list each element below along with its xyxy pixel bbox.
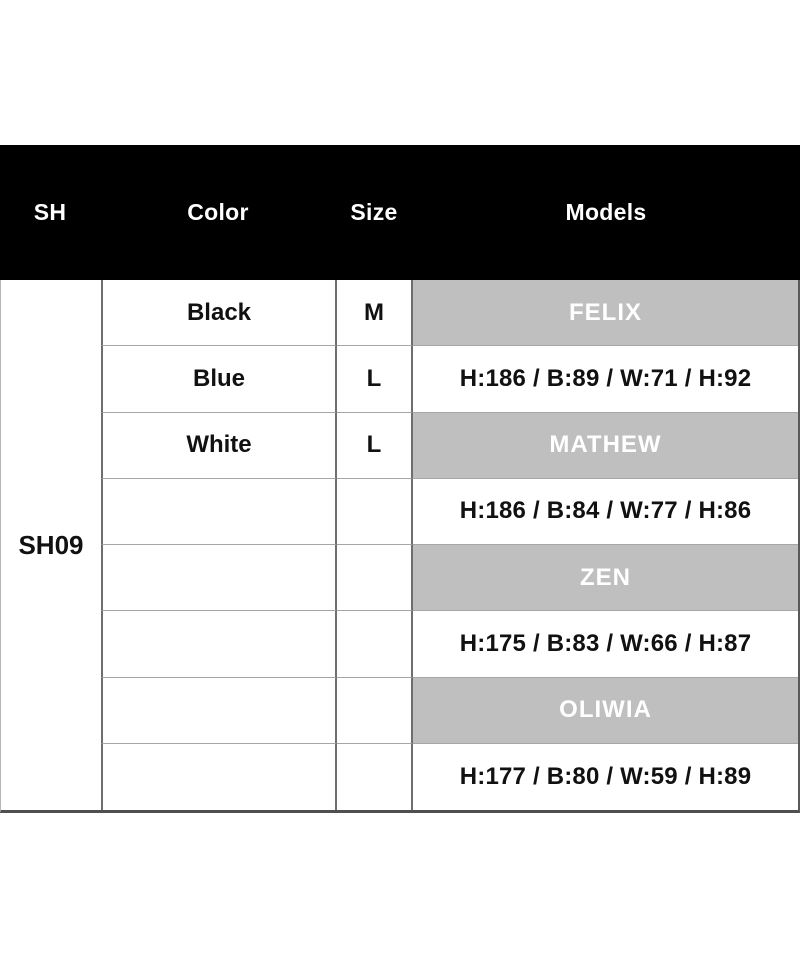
model-name-cell: MATHEW [413,413,798,479]
table-header-row [0,145,800,280]
color-cell: White [101,413,337,479]
color-cell [101,479,337,545]
header-cell-models: Models [565,199,647,225]
size-cell [337,678,413,744]
table-body [0,280,800,813]
size-cell [337,611,413,677]
size-cell [337,545,413,611]
size-cell: L [337,346,413,412]
measurements-cell: H:186 / B:84 / W:77 / H:86 [413,479,798,545]
size-cell [337,479,413,545]
color-cell [101,611,337,677]
header-cell-size: Size [350,199,398,225]
measurements-cell: H:186 / B:89 / W:71 / H:92 [413,346,798,412]
size-cell: M [337,280,413,346]
model-name-cell: ZEN [413,545,798,611]
color-cell [101,678,337,744]
measurements-cell: H:175 / B:83 / W:66 / H:87 [413,611,798,677]
header-cell-sh: SH [33,199,67,225]
model-name-cell: FELIX [413,280,798,346]
header-cell-color: Color [187,199,249,225]
color-cell [101,744,337,810]
size-cell: L [337,413,413,479]
product-code-cell: SH09 [18,529,84,560]
size-cell [337,744,413,810]
color-cell [101,545,337,611]
measurements-cell: H:177 / B:80 / W:59 / H:89 [413,744,798,810]
model-name-cell: OLIWIA [413,678,798,744]
color-cell: Blue [101,346,337,412]
color-cell: Black [101,280,337,346]
